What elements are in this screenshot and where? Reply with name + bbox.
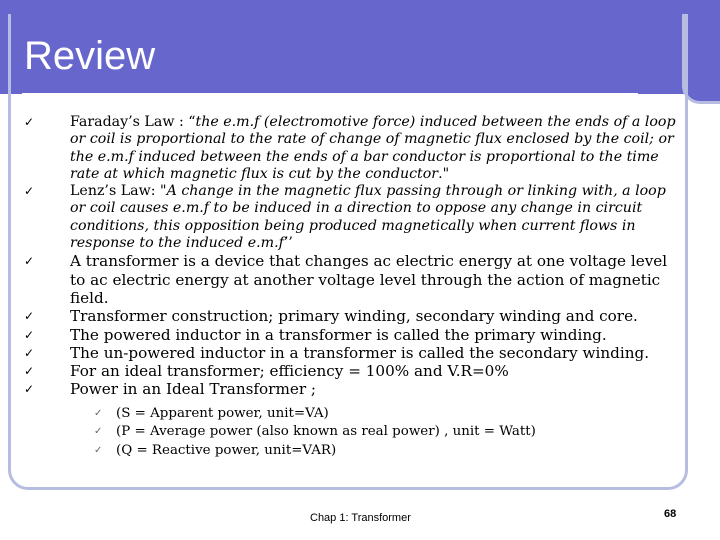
- check-icon: ✓: [24, 254, 35, 269]
- bullet-transformer-definition: ✓ A transformer is a device that changes ac electric energy at one voltage level to ac electric energy at another voltage level through the action of magnetic field.: [24, 252, 668, 307]
- check-icon: ✓: [94, 444, 103, 456]
- bullet-faraday: ✓ Faraday’s Law : “the e.m.f (electromotive force) induced between the ends of a loop or coil is proportional to the rate of change of magnetic flux enclosed by the coil; or the e.m.f induced between the ends of a bar conductor is proportional to the time rate at which magnetic flux is cut by the conductor.": [24, 114, 676, 182]
- slide-title: Review: [24, 34, 156, 78]
- page-number: 68: [664, 508, 677, 520]
- check-icon: ✓: [94, 407, 103, 419]
- frame-corner: [682, 14, 720, 104]
- sub-bullet-apparent-power: ✓ (S = Apparent power, unit=VA): [70, 405, 682, 424]
- bullet-construction: ✓ Transformer construction; primary winding, secondary winding and core.: [24, 307, 638, 326]
- sub-bullet-reactive-power: ✓ (Q = Reactive power, unit=VAR): [70, 442, 682, 461]
- check-icon: ✓: [24, 345, 35, 360]
- check-icon: ✓: [94, 426, 103, 438]
- check-icon: ✓: [24, 364, 35, 379]
- footer-chapter: Chap 1: Transformer: [310, 512, 411, 524]
- check-icon: ✓: [24, 327, 35, 342]
- bullet-power: ✓ Power in an Ideal Transformer ; ✓ (S = Apparent power, unit=VA) ✓ (P = Average power (also known as real power) , unit = Watt) ✓ (Q = Reactive power, unit=VAR): [56, 380, 682, 460]
- check-icon: ✓: [24, 382, 35, 397]
- slide-content: [24, 114, 682, 460]
- title-underline: [22, 93, 638, 96]
- check-icon: ✓: [24, 184, 35, 199]
- bullet-lenz: ✓ Lenz’s Law: "A change in the magnetic flux passing through or linking with, a loop or coil causes e.m.f to be induced in a direction to oppose any change in circuit conditions, this opposition being produced magnetically when current flows in response to the induced e.m.f’’: [24, 183, 666, 252]
- bullet-ideal-efficiency: ✓ For an ideal transformer; efficiency = 100% and V.R=0%: [24, 362, 509, 381]
- check-icon: ✓: [24, 309, 35, 324]
- bullet-primary-winding: ✓ The powered inductor in a transformer is called the primary winding.: [24, 325, 607, 344]
- check-icon: ✓: [24, 115, 35, 129]
- power-sub-list: [70, 405, 682, 461]
- bullet-secondary-winding: ✓ The un-powered inductor in a transformer is called the secondary winding.: [24, 343, 650, 362]
- bullet-list: [24, 114, 682, 460]
- sub-bullet-average-power: ✓ (P = Average power (also known as real power) , unit = Watt): [70, 423, 682, 442]
